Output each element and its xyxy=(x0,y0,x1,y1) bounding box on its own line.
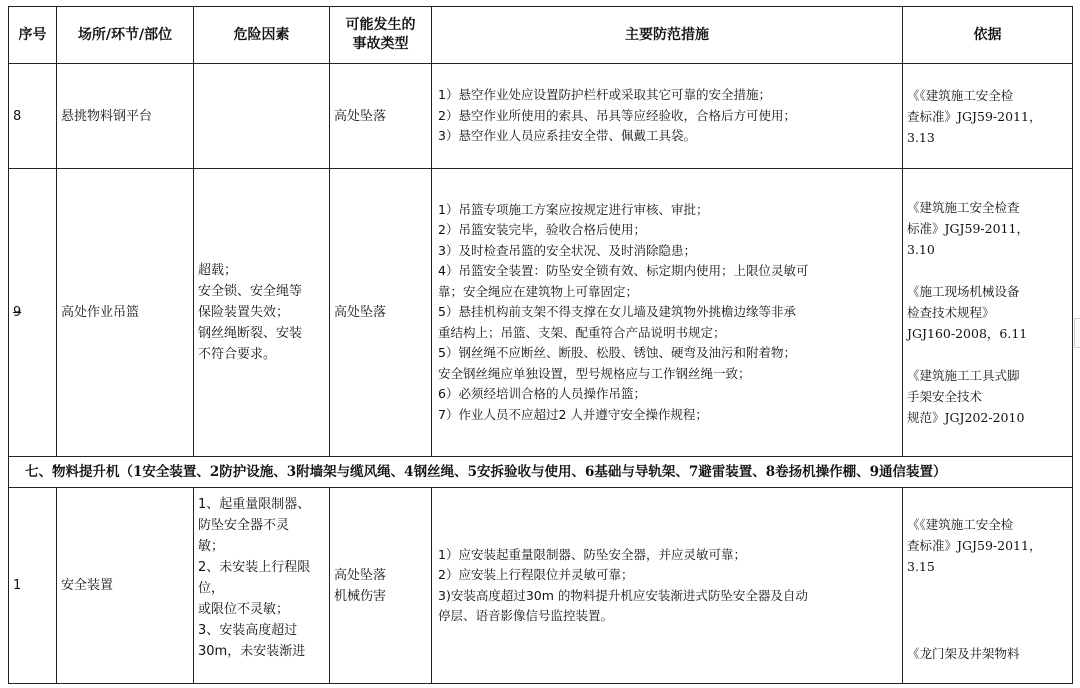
header-measures: 主要防范措施 xyxy=(432,7,903,64)
header-accident-line1: 可能发生的 xyxy=(345,17,416,33)
row8-no: 8 xyxy=(9,64,57,169)
row1-basis-a-line1: 《《建筑施工安全检 xyxy=(907,517,1014,532)
row1-hazard-line3: 敏； xyxy=(198,539,225,554)
row8-basis xyxy=(903,64,1073,169)
row8-measure-3: 3）悬空作业人员应系挂安全带、佩戴工具袋。 xyxy=(438,128,696,144)
row9-measures xyxy=(432,169,903,457)
row9-measure-4b: 靠；安全绳应在建筑物上可靠固定； xyxy=(438,283,639,299)
row9-hazard-line2: 安全锁、安全绳等 xyxy=(198,284,303,299)
row1-hazard-line5: 位， xyxy=(198,581,225,596)
row8-measure-1: 1）悬空作业处应设置防护栏杆或采取其它可靠的安全措施； xyxy=(438,87,771,103)
row1-measures xyxy=(432,488,903,684)
row1-basis xyxy=(903,488,1073,684)
row8-basis-line3: 3.13 xyxy=(907,129,935,145)
row9-basis-c-line2: 手架安全技术 xyxy=(907,389,983,404)
row1-location: 安全装置 xyxy=(57,488,194,684)
row1-hazard-line4: 2、未安装上行程限 xyxy=(198,560,311,575)
row9-location: 高处作业吊篮 xyxy=(57,169,194,457)
row9-basis-b-line2: 检查技术规程》 xyxy=(907,305,995,320)
header-no: 序号 xyxy=(9,7,57,64)
row9-measure-2: 2）吊篮安装完毕，验收合格后使用； xyxy=(438,222,646,238)
row9-measure-5a: 5）悬挂机构前支架不得支撑在女儿墙及建筑物外挑檐边缘等非承 xyxy=(438,304,796,320)
row9-basis-a-line3: 3.10 xyxy=(907,242,935,257)
header-row xyxy=(9,7,1073,64)
row9-basis-b-line3: JGJ160-2008，6.11 xyxy=(907,326,1028,341)
row9-measure-7: 7）作业人员不应超过2 人并遵守安全操作规程； xyxy=(438,406,708,422)
row8-accident: 高处坠落 xyxy=(330,64,432,169)
row9-accident: 高处坠落 xyxy=(330,169,432,457)
row9-measure-5d: 安全钢丝绳应单独设置，型号规格应与工作钢丝绳一致； xyxy=(438,365,751,381)
header-basis: 依据 xyxy=(903,7,1073,64)
row1-accident xyxy=(330,488,432,684)
row9-basis-c-line3: 规范》JGJ202-2010 xyxy=(907,410,1025,425)
row8-measure-2: 2）悬空作业所使用的索具、吊具等应经验收，合格后方可使用； xyxy=(438,107,796,123)
header-accident-type xyxy=(330,7,432,64)
table-row-8 xyxy=(9,64,1073,169)
row9-measure-5b: 重结构上；吊篮、支架、配重符合产品说明书规定； xyxy=(438,324,726,340)
row1-basis-a-line3: 3.15 xyxy=(907,559,935,574)
row1-measure-3b: 停层、语音影像信号监控装置。 xyxy=(438,608,614,623)
header-accident-line2: 事故类型 xyxy=(352,36,409,52)
row8-hazard xyxy=(194,64,330,169)
row1-measure-2: 2）应安装上行程限位并灵敏可靠； xyxy=(438,567,634,582)
row1-measure-1: 1）应安装起重量限制器、防坠安全器，并应灵敏可靠； xyxy=(438,546,746,562)
row1-hazard xyxy=(194,488,330,684)
row9-hazard-line5: 不符合要求。 xyxy=(198,347,277,362)
safety-measures-table xyxy=(8,6,1073,684)
page-edge-marker xyxy=(1074,318,1080,348)
row1-basis-b-line1: 《龙门架及井架物料 xyxy=(907,646,1020,661)
row9-basis-gap xyxy=(907,260,1068,281)
row1-hazard-line8: 30m，未安装渐进 xyxy=(198,644,306,659)
row1-basis-a-line2: 查标准》JGJ59-2011， xyxy=(907,538,1042,553)
row1-hazard-line6: 或限位不灵敏； xyxy=(198,602,290,617)
row8-basis-line2: 查标准》JGJ59-2011， xyxy=(907,108,1042,124)
table-row-9 xyxy=(9,169,1073,457)
row9-basis-gap xyxy=(907,344,1068,365)
row1-no: 1 xyxy=(9,488,57,684)
row9-no: 9 xyxy=(9,169,57,457)
row9-hazard xyxy=(194,169,330,457)
row1-hazard-line7: 3、安装高度超过 xyxy=(198,623,298,638)
row1-hazard-line2: 防坠安全器不灵 xyxy=(198,518,290,533)
row1-accident-line2: 机械伤害 xyxy=(334,588,387,604)
section-heading-7: 七、物料提升机（1安全装置、2防护设施、3附墙架与缆风绳、4钢丝绳、5安拆验收与使用、6基础与导轨架、7避雷装置、8卷扬机操作棚、9通信装置） xyxy=(9,457,1073,488)
row9-measure-1: 1）吊篮专项施工方案应按规定进行审核、审批； xyxy=(438,201,709,217)
header-location: 场所/环节/部位 xyxy=(57,7,194,64)
row1-accident-line1: 高处坠落 xyxy=(334,567,387,583)
section-heading-row xyxy=(9,457,1073,488)
table-row-1 xyxy=(9,488,1073,684)
row8-measures xyxy=(432,64,903,169)
row8-location: 悬挑物料钢平台 xyxy=(57,64,194,169)
row1-measure-3a: 3)安装高度超过30m 的物料提升机应安装渐进式防坠安全器及自动 xyxy=(438,587,808,603)
row9-basis xyxy=(903,169,1073,457)
header-hazard: 危险因素 xyxy=(194,7,330,64)
row9-basis-c-line1: 《建筑施工工具式脚 xyxy=(907,368,1020,383)
row9-measure-3: 3）及时检查吊篮的安全状况、及时消除隐患； xyxy=(438,242,696,258)
row9-hazard-line3: 保险装置失效； xyxy=(198,305,290,320)
row9-measure-4a: 4）吊篮安全装置：防坠安全锁有效、标定期内使用；上限位灵敏可 xyxy=(438,263,809,279)
row9-hazard-line1: 超载； xyxy=(198,263,238,278)
row9-basis-b-line1: 《施工现场机械设备 xyxy=(907,284,1020,299)
row9-measure-6: 6）必须经培训合格的人员操作吊篮； xyxy=(438,386,646,402)
row1-hazard-line1: 1、起重量限制器、 xyxy=(198,497,311,512)
row9-basis-a-line1: 《建筑施工安全检查 xyxy=(907,200,1020,215)
row9-hazard-line4: 钢丝绳断裂、安装 xyxy=(198,326,303,341)
row9-basis-a-line2: 标准》JGJ59-2011， xyxy=(907,221,1029,236)
row8-basis-line1: 《《建筑施工安全检 xyxy=(907,87,1014,103)
row9-measure-5c: 5）钢丝绳不应断丝、断股、松股、锈蚀、硬弯及油污和附着物； xyxy=(438,345,796,361)
